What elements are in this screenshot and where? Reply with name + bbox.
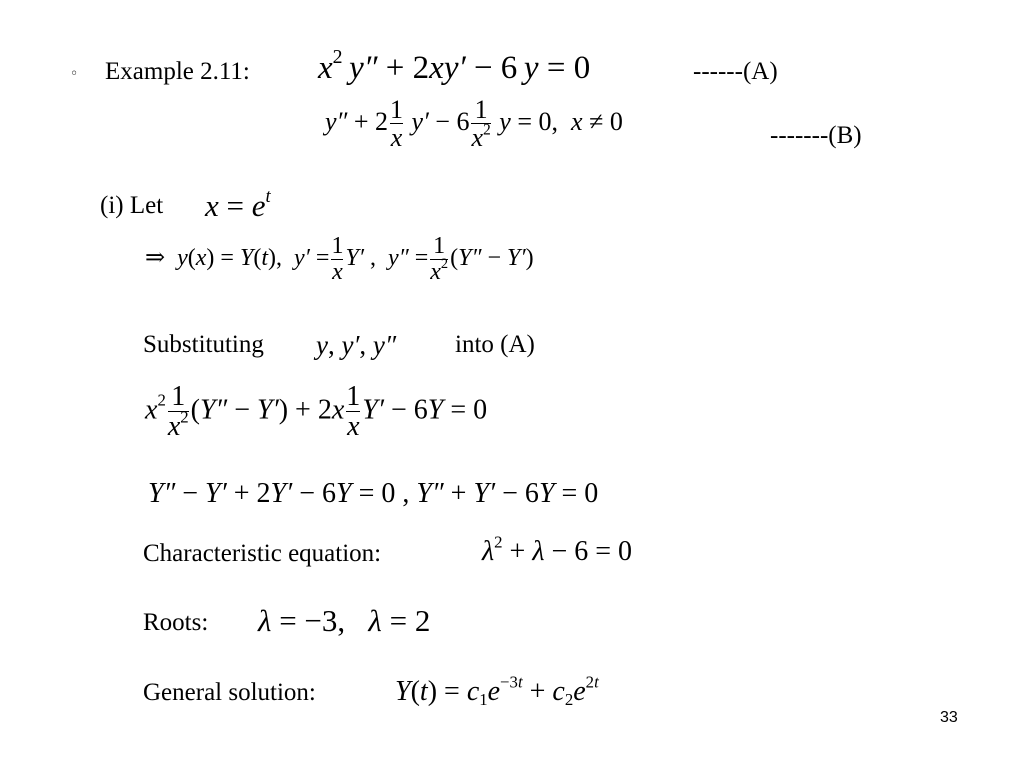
equation-a-tag: ------(A) — [693, 58, 778, 85]
general-solution-label: General solution: — [143, 679, 316, 706]
example-label: Example 2.11: — [105, 58, 250, 85]
roots-label: Roots: — [143, 609, 209, 636]
page-number: 33 — [940, 709, 958, 726]
equation-b-tag: -------(B) — [770, 122, 862, 149]
general-solution-equation: $Y(t) = c_1e^{-3t} + c_2e^{2t}$ — [395, 672, 599, 710]
substituting-label: Substituting — [143, 331, 264, 358]
derivative-relations: ⇒ y(x) = Y(t), y′ = $\frac{1}{x}$ Y′ , y″ = $\frac{1}{x^2}$ (Y″ − Y′) — [145, 233, 534, 286]
roots-values: λ = −3, λ = 2 — [258, 603, 431, 638]
equation-b: y″ + 2 $\frac{1}{x}$ y′ − 6 $\frac{1}{x^2}$ y = 0, x ≠ 0 — [325, 95, 623, 153]
characteristic-label: Characteristic equation: — [143, 540, 382, 567]
substitution-equation: $x = e^t$ — [205, 186, 271, 223]
substituted-terms: y, y′, y″ — [316, 330, 397, 360]
equation-a: $x^2$ y″ + 2xy′ − 6 y = 0 — [318, 46, 591, 86]
implies-icon: ⇒ — [145, 245, 166, 272]
simplified-equation: Y″ − Y′ + 2Y′ − 6Y = 0 , Y″ + Y′ − 6Y = 0 — [148, 478, 599, 509]
into-label: into (A) — [455, 331, 535, 358]
let-label: (i) Let — [100, 192, 164, 219]
substituted-equation: $x^2$ $\frac{1}{x^2}$ (Y″ − Y′) + 2x $\frac{1}{x}$ Y′ − 6Y = 0 — [145, 381, 488, 443]
characteristic-equation: $\lambda^2 + \lambda - 6 = 0$ — [482, 532, 633, 567]
bullet-icon: ◦ — [70, 66, 79, 82]
